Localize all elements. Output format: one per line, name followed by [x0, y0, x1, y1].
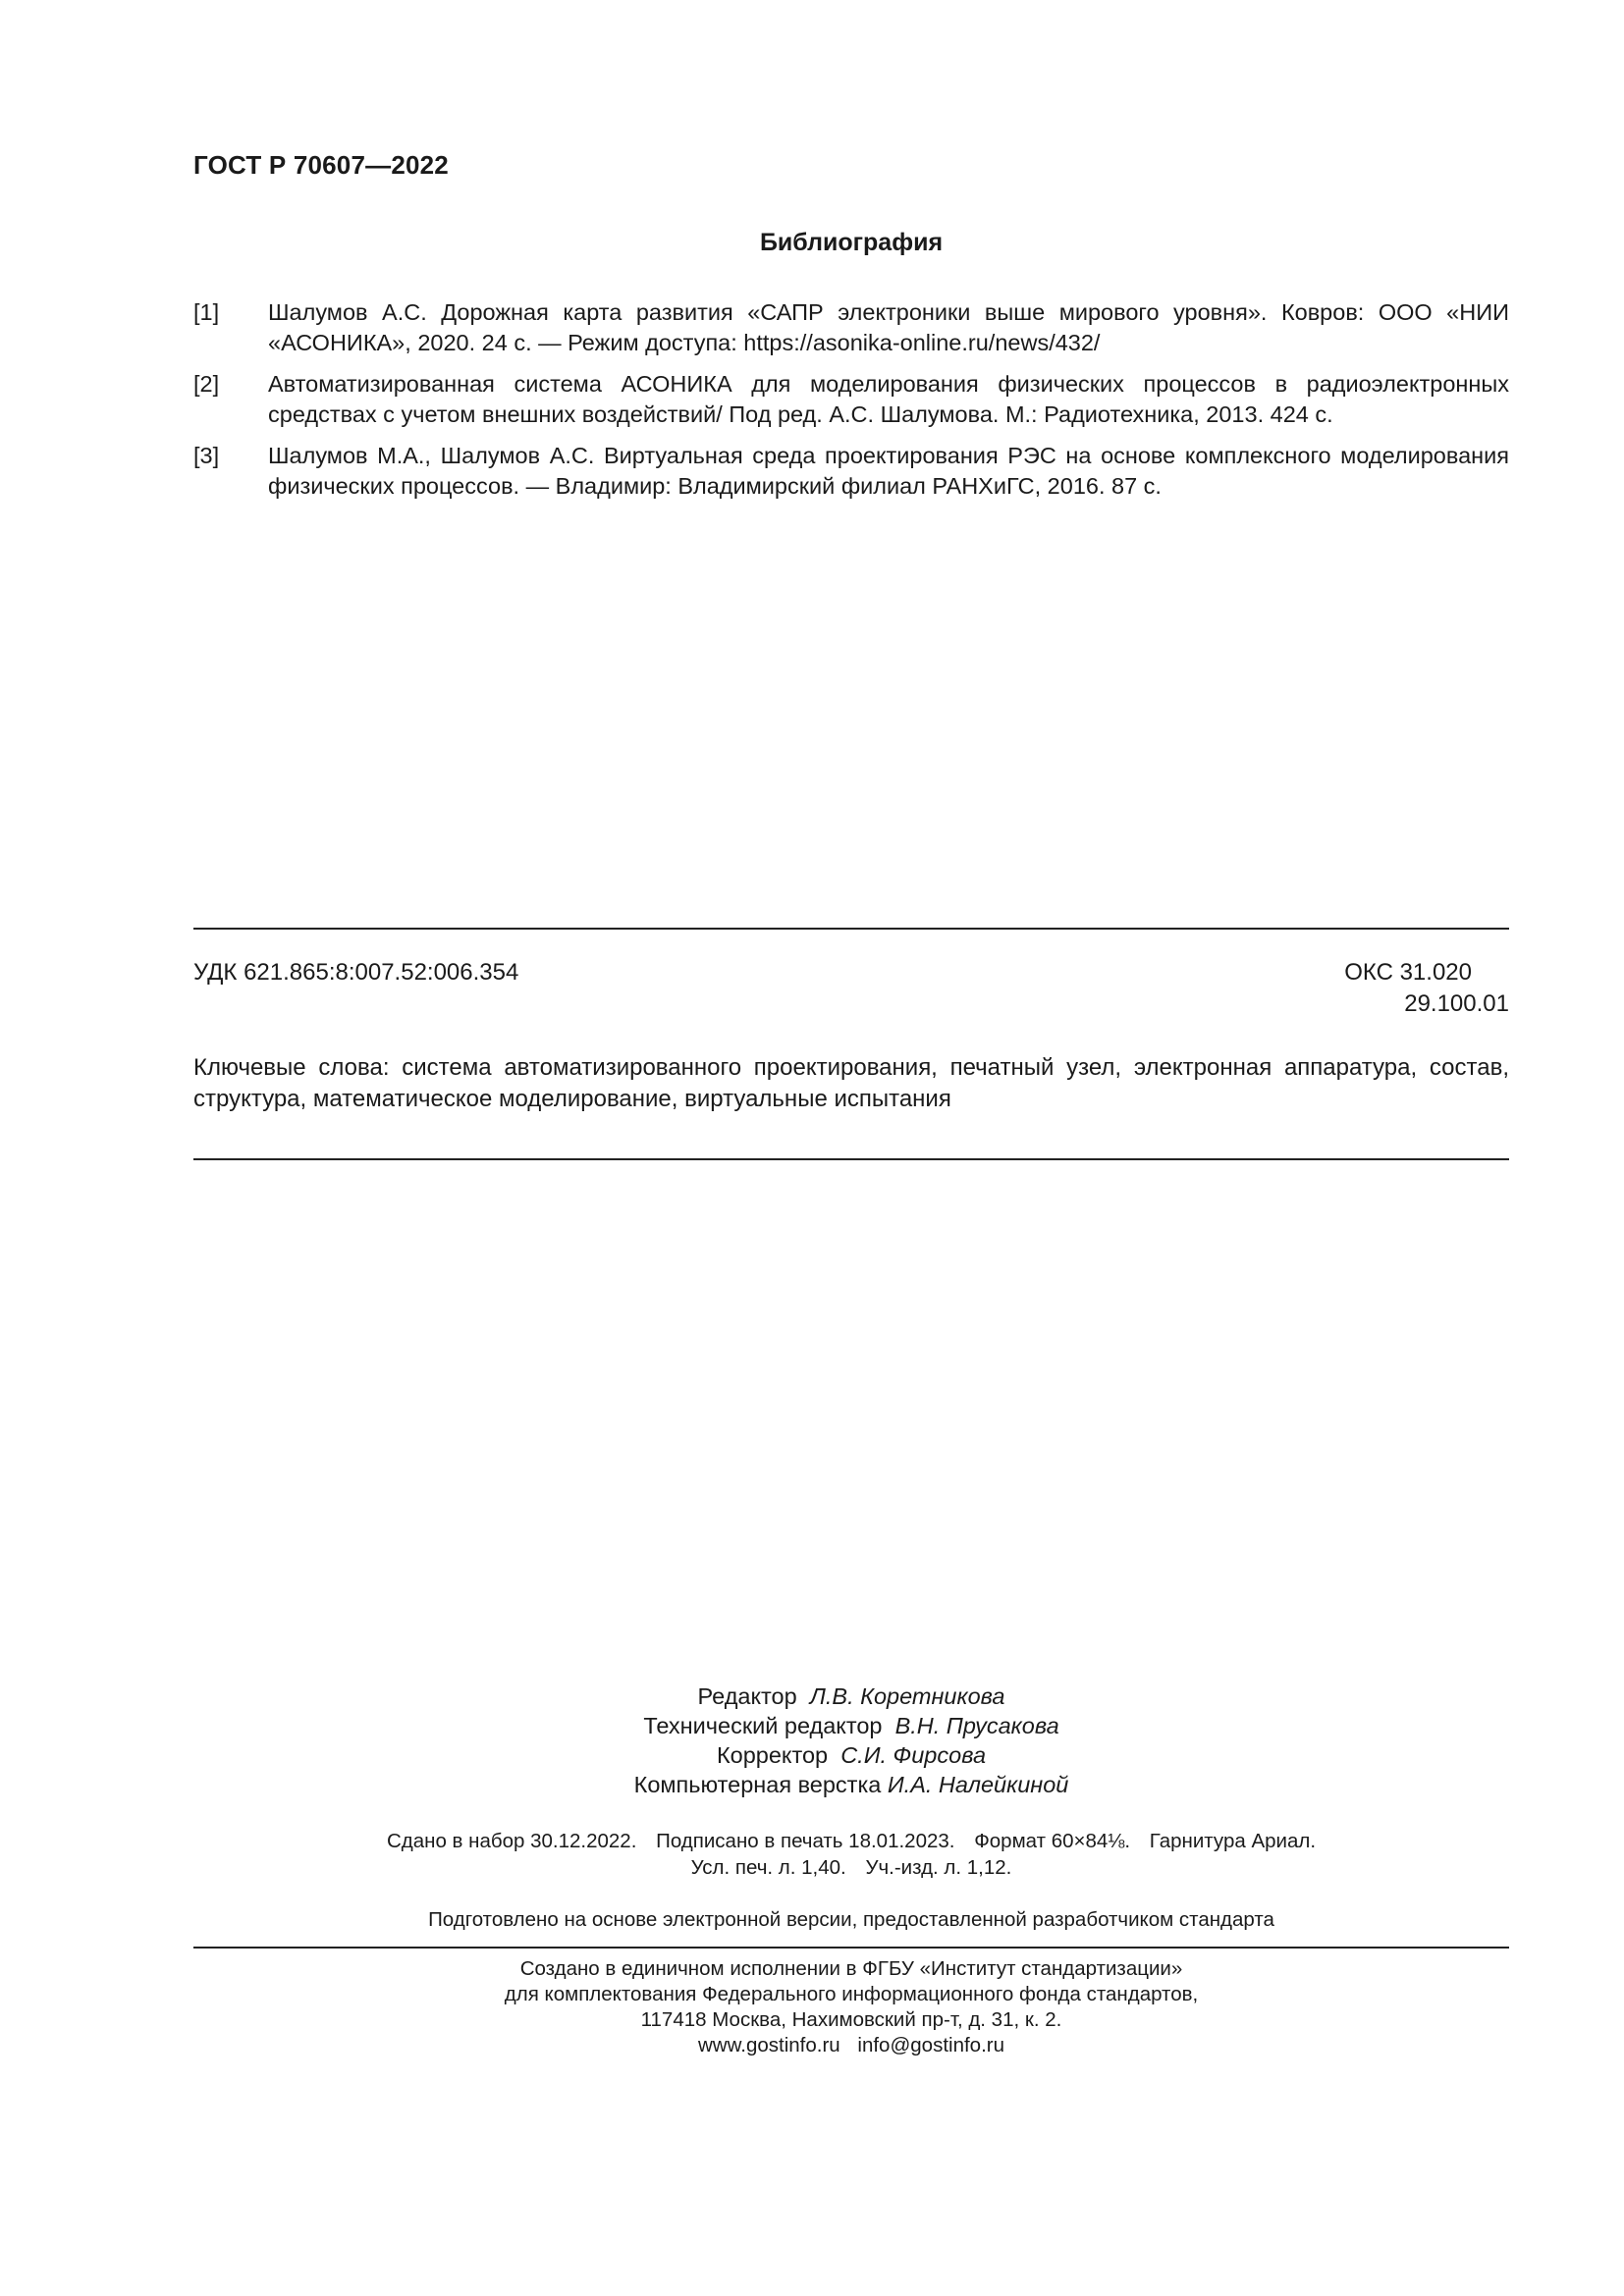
- credit-name: Л.В. Коретникова: [809, 1683, 1005, 1709]
- footer-line-3: 117418 Москва, Нахимовский пр-т, д. 31, к. 2.: [640, 2008, 1062, 2031]
- credit-name: И.А. Налейкиной: [887, 1772, 1069, 1797]
- footer-email-link[interactable]: info@gostinfo.ru: [857, 2034, 1004, 2056]
- credit-name: В.Н. Прусакова: [894, 1713, 1059, 1738]
- prepared-note: Подготовлено на основе электронной версии, предоставленной разработчиком стандарта: [428, 1908, 1274, 1931]
- keywords: Ключевые слова: система автоматизированного проектирования, печатный узел, электронная аппаратура, состав, структура, математическое моделирование, виртуальные испытания: [193, 1054, 1509, 1112]
- imprint-typeface: Гарнитура Ариал.: [1149, 1830, 1317, 1852]
- credit-role: Корректор: [716, 1742, 829, 1768]
- footer-line-2: для комплектования Федерального информационного фонда стандартов,: [504, 1983, 1199, 2005]
- credits-block: [193, 1682, 1509, 1799]
- footer-contacts: [193, 2033, 1509, 2058]
- bibliography-entry-number: [3]: [193, 443, 220, 468]
- credit-proofreader: [193, 1740, 1509, 1770]
- bibliography-entry-number: [1]: [193, 299, 220, 325]
- bibliography-entry: [193, 441, 1509, 502]
- divider-top: [193, 928, 1509, 930]
- publisher-footer: [193, 1956, 1509, 2058]
- credit-role: Компьютерная верстка: [633, 1772, 882, 1797]
- bibliography-entry-number: [2]: [193, 371, 220, 397]
- credit-role: Технический редактор: [643, 1713, 883, 1738]
- footer-website-link[interactable]: www.gostinfo.ru: [698, 2034, 840, 2056]
- imprint-print-sheets: Усл. печ. л. 1,40.: [690, 1856, 846, 1879]
- imprint-format: Формат 60×84⅛.: [974, 1830, 1131, 1852]
- imprint-line-2: [193, 1854, 1509, 1881]
- footer-line-1: Создано в единичном исполнении в ФГБУ «Институт стандартизации»: [519, 1957, 1183, 1980]
- credit-editor: [193, 1682, 1509, 1711]
- credit-role: Редактор: [697, 1683, 797, 1709]
- divider-footer: [193, 1947, 1509, 1949]
- bibliography-list: [193, 297, 1509, 512]
- bibliography-entry: [193, 369, 1509, 430]
- imprint-block: [193, 1828, 1509, 1881]
- udk-code: УДК 621.865:8:007.52:006.354: [193, 959, 519, 986]
- standard-id: ГОСТ Р 70607—2022: [193, 150, 449, 180]
- oks-code-secondary: 29.100.01: [1404, 990, 1509, 1017]
- bibliography-entry-text: Шалумов А.С. Дорожная карта развития «САПР электроники выше мирового уровня». Ковров: ООО «НИИ «АСОНИКА», 2020. 24 с. — Режим доступа: https://asonika-online.ru/news/432/: [268, 299, 1509, 355]
- oks-code-primary: ОКС 31.020: [1344, 959, 1472, 986]
- imprint-edition-sheets: Уч.-изд. л. 1,12.: [865, 1856, 1012, 1879]
- imprint-submitted: Сдано в набор 30.12.2022.: [386, 1830, 637, 1852]
- credit-name: С.И. Фирсова: [840, 1742, 987, 1768]
- bibliography-entry-text: Шалумов М.А., Шалумов А.С. Виртуальная среда проектирования РЭС на основе комплексного моделирования физических процессов. — Владимир: Владимирский филиал РАНХиГС, 2016. 87 с.: [268, 443, 1509, 499]
- bibliography-entry-text: Автоматизированная система АСОНИКА для моделирования физических процессов в радиоэлектронных средствах с учетом внешних воздействий/ Под ред. А.С. Шалумова. М.: Радиотехника, 2013. 424 с.: [268, 371, 1509, 427]
- imprint-line-1: [193, 1828, 1509, 1854]
- credit-layout: [193, 1770, 1509, 1799]
- oks-codes: [1344, 957, 1509, 1020]
- bibliography-entry: [193, 297, 1509, 358]
- bibliography-title: Библиография: [759, 229, 944, 256]
- credit-tech-editor: [193, 1711, 1509, 1740]
- imprint-signed: Подписано в печать 18.01.2023.: [656, 1830, 955, 1852]
- divider-keywords: [193, 1158, 1509, 1160]
